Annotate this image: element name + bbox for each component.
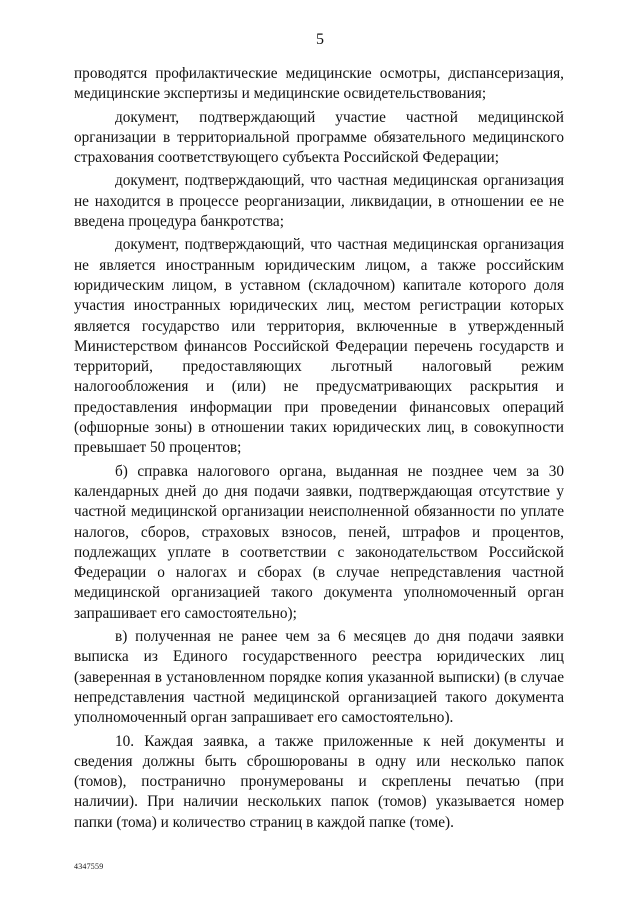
paragraph-not-foreign-entity: документ, подтверждающий, что частная медицинская организация не является иностранным юридическим лицом, а также российским юридическим лицом, в уставном (складочном) капитале которого доля участия иностранных юридических лиц, местом регистрации которых является государство или территория, включенные в утвержденный Министерством финансов Российской Федерации перечень государств и территорий, предоставляющих льготный налоговый режим налогообложения и (или) не предусматривающих раскрытия и предоставления информации при проведении финансовых операций (офшорные зоны) в отношении таких юридических лиц, в совокупности превышает 50 процентов;	[74, 236, 564, 457]
paragraph-no-reorganization: документ, подтверждающий, что частная медицинская организация не находится в процессе реорганизации, ликвидации, в отношении ее не введена процедура банкротства;	[74, 172, 564, 231]
paragraph-item-10-binding: 10. Каждая заявка, а также приложенные к ней документы и сведения должны быть сброшюрованы в одну или несколько папок (томов), постранично пронумерованы и скреплены печатью (при наличии). При наличии нескольких папок (томов) указывается номер папки (тома) и количество страниц в каждой папке (томе).	[74, 732, 564, 831]
paragraph-registry-extract: в) полученная не ранее чем за 6 месяцев до дня подачи заявки выписка из Единого государственного реестра юридических лиц (заверенная в установленном порядке копия указанной выписки) (в случае непредставления частной медицинской организацией такого документа уполномоченный орган запрашивает его самостоятельно).	[74, 628, 564, 727]
page-number: 5	[316, 31, 324, 48]
document-body	[74, 64, 564, 836]
paragraph-tax-certificate: б) справка налогового органа, выданная не позднее чем за 30 календарных дней до дня подачи заявки, подтверждающая отсутствие у частной медицинской организации неисполненной обязанности по уплате налогов, сборов, страховых взносов, пеней, штрафов и процентов, подлежащих уплате в соответствии с законодательством Российской Федерации о налогах и сборах (в случае непредставления частной медицинской организацией такого документа уполномоченный орган запрашивает его самостоятельно);	[74, 462, 564, 622]
document-code: 4347559	[74, 862, 104, 871]
paragraph-territorial-program: документ, подтверждающий участие частной медицинской организации в территориальной программе обязательного медицинского страхования соответствующего субъекта Российской Федерации;	[74, 108, 564, 167]
paragraph-continued-medical-examinations: проводятся профилактические медицинские осмотры, диспансеризация, медицинские экспертизы и медицинские освидетельствования;	[74, 65, 564, 103]
